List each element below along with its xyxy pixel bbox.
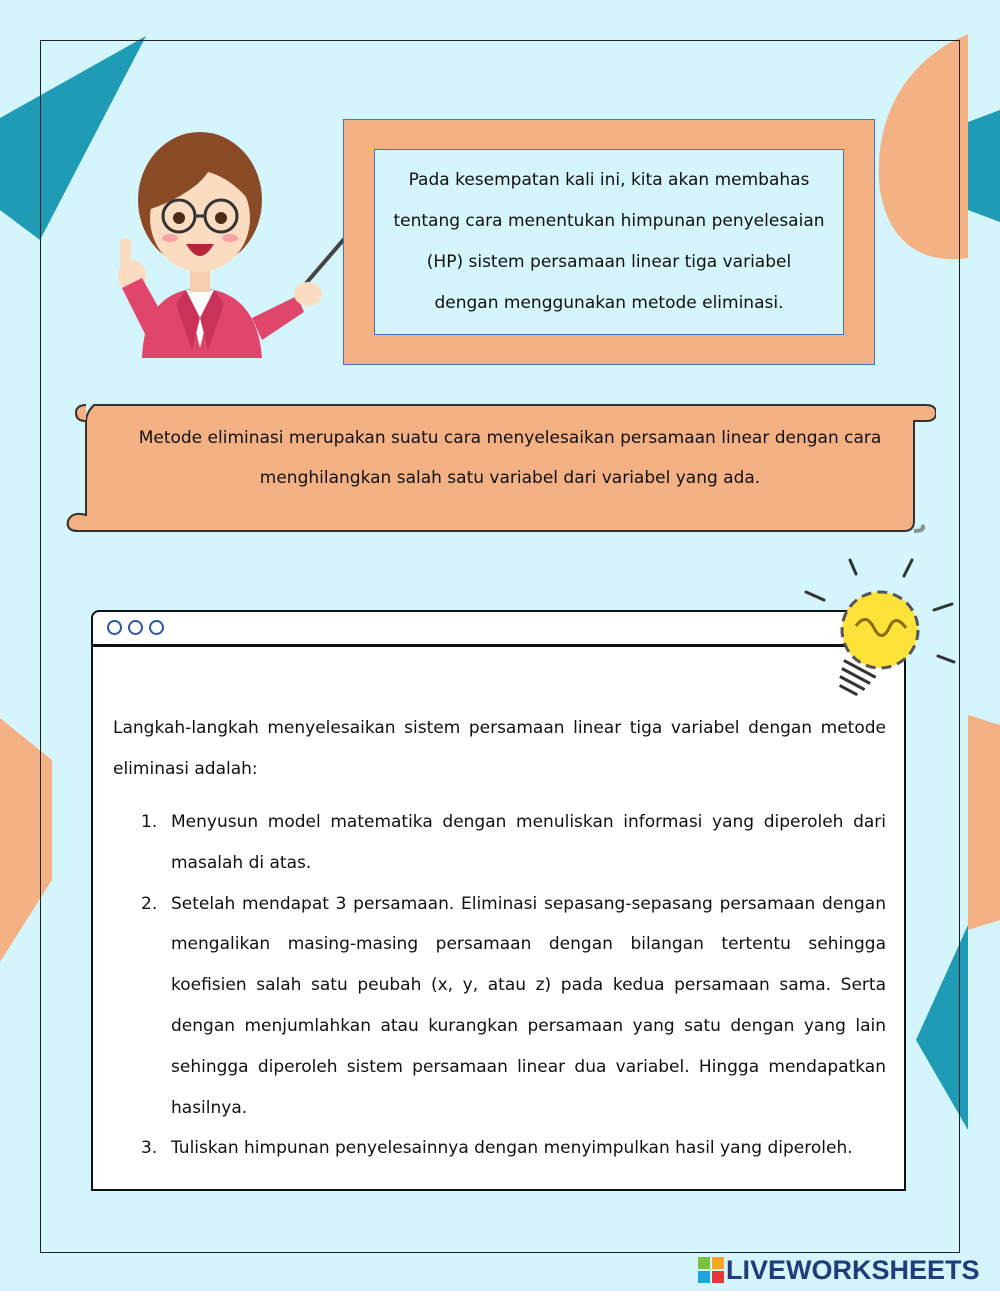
step-text: Setelah mendapat 3 persamaan. Eliminasi sepasang-sepasang persamaan dengan mengalikan masing-masing persamaan dengan bilangan tertentu sehingga koefisien salah satu peubah (x, y, atau z) pada kedua persamaan sama. Serta dengan menjumlahkan atau kurangkan persamaan yang satu dengan yang lain sehingga diperoleh sistem persamaan linear dua variabel. Hingga mendapatkan hasilnya. (171, 893, 886, 1118)
steps-content (113, 708, 886, 1169)
window-title-bar (91, 610, 905, 646)
window-dots-icon (128, 620, 143, 635)
step-text: Menyusun model matematika dengan menuliskan informasi yang diperoleh dari masalah di atas. (171, 812, 886, 873)
speech-text: Pada kesempatan kali ini, kita akan membahas tentang cara menentukan himpunan penyelesaian (HP) sistem persamaan linear tiga variabel dengan menggunakan metode eliminasi. (393, 170, 825, 313)
list-item (113, 802, 886, 884)
list-item (113, 1128, 886, 1169)
lightbulb-icon (796, 556, 958, 716)
steps-intro: Langkah-langkah menyelesaikan sistem persamaan linear tiga variabel dengan metode eliminasi adalah: (113, 718, 886, 779)
speech-box (374, 149, 844, 335)
list-item (113, 884, 886, 1129)
window-dots-icon (149, 620, 164, 635)
scroll-text: Metode eliminasi merupakan suatu cara menyelesaikan persamaan linear dengan cara menghilangkan salah satu variabel dari variabel yang ada. (138, 428, 882, 488)
step-number: 2. (141, 893, 158, 914)
teacher-illustration (112, 118, 362, 358)
liveworksheets-logo (698, 1254, 980, 1286)
liveworksheets-logo-icon (698, 1257, 724, 1283)
step-number: 1. (141, 812, 158, 832)
step-number: 3. (141, 1138, 158, 1159)
logo-text: LIVEWORKSHEETS (726, 1254, 980, 1285)
steps-list (113, 802, 886, 1169)
step-text: Tuliskan himpunan penyelesainnya dengan menyimpulkan hasil yang diperoleh. (171, 1138, 853, 1159)
window-dots-icon (107, 620, 122, 635)
